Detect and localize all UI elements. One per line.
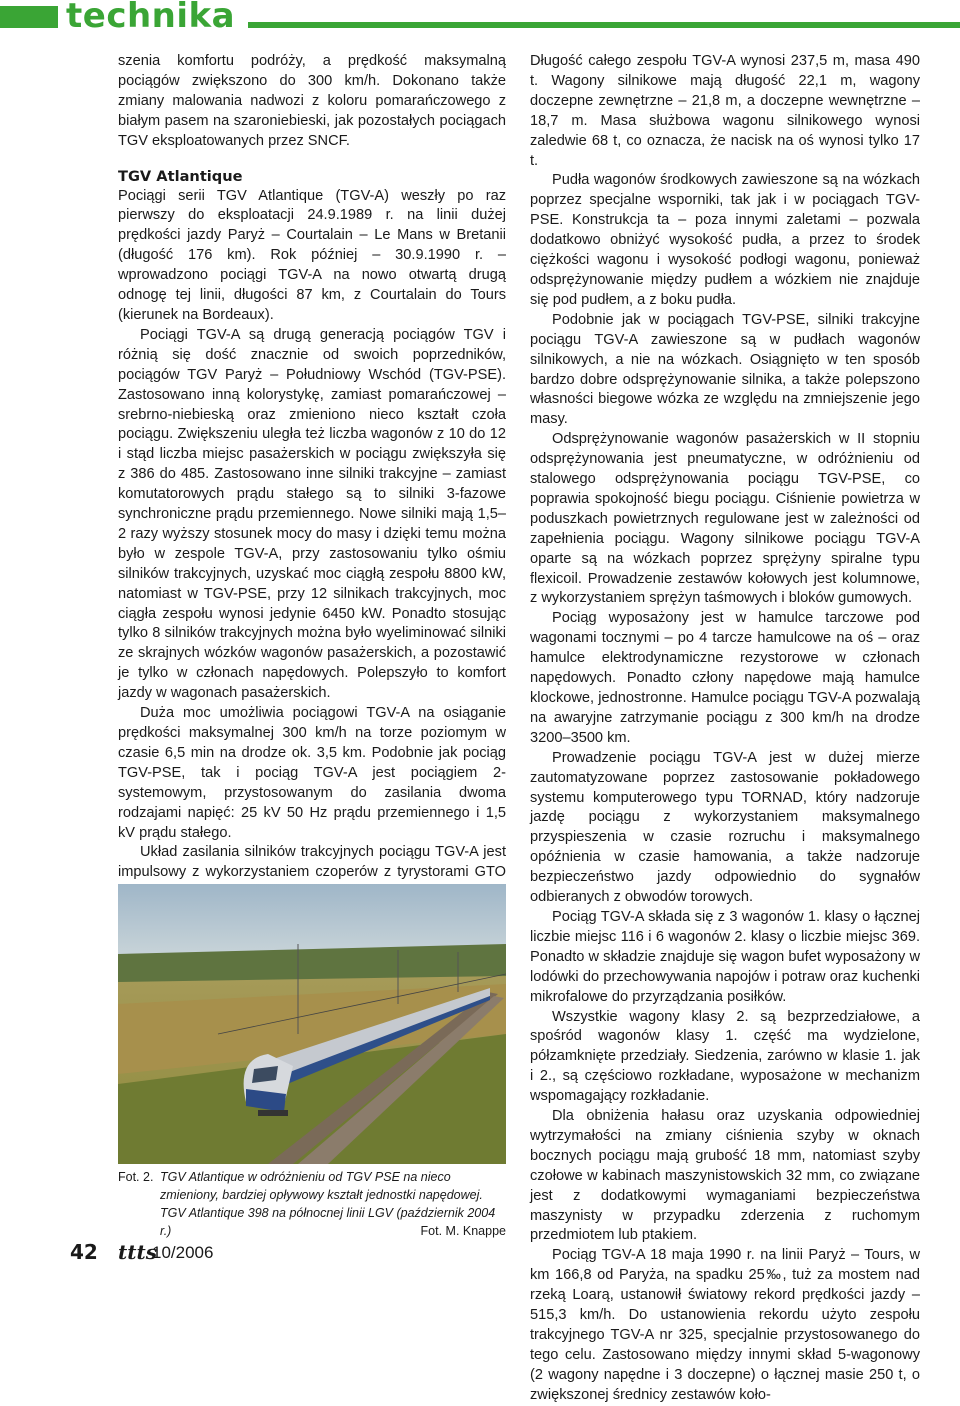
magazine-logo: ttts (118, 1240, 157, 1264)
paragraph: Odsprężynowanie wagonów pasażerskich w II stopniu odsprężynowania jest pneumatyczne, w odróżnieniu od stalowego odsprężynowania pociągu TGV-PSE, co poprawia spokojność biegu pociągu. Ciśnienie powietrza w poduszkach powietrznych regulowane jest w zależności od zapełnienia pociągu. Wagony silnikowe pociągu TGV-A oparte są na wózkach poprzez sprężyny spiralne typu flexicoil. Prowadzenie zestawów kołowych jest kolumnowe, z wykorzystaniem sprężyn taśmowych i bloków gumowych. (530, 431, 920, 607)
paragraph: Pociągi TGV-A są drugą generacją pociągów TGV i różnią się dość znacznie od swoich poprzedników, pociągów TGV Paryż – Południowy Wschód (TGV-PSE). Zastosowano inną kolorystykę, zamiast pomarańczowej – srebrno-niebieską oraz zmieniono nieco kształt czoła pociągu. Zwiększeniu uległa też liczba wagonów z 10 do 12 i stąd liczba miejsc pasażerskich w pociągu zwiększyła się z 386 do 485. Zastosowano inne silniki trakcyjne – zamiast komutatorowych prądu stałego są to silniki 3-fazowe synchroniczne prądu przemiennego. Nowe silniki mają 1,5–2 razy wyższy stosunek mocy do masy i dzięki temu można było w zespole TGV-A, przy zastosowaniu tylko ośmiu silników trakcyjnych, uzyskać moc ciągłą zespołu 8800 kW, natomiast w TGV-PSE, przy 12 silnikach trakcyjnych, moc ciągła zespołu wynosi jedynie 6450 kW. Ponadto stosując tylko 8 silników trakcyjnych można było wyeliminować silniki ze skrajnych wózków wagonów pasażerskich, a pozostawić je tylko w członach napędowych. Polepszyło to komfort jazdy w wagonach pasażerskich. (118, 326, 506, 702)
header-accent-block (0, 6, 58, 28)
paragraph: Dla obniżenia hałasu oraz uzyskania odpowiedniej wytrzymałości na zmiany ciśnienia szyby w oknach bocznych pociągu mają grubość 18 mm, natomiast szyby czołowe w kabinach maszynistowskich 32 mm, co związane jest z dodatkowymi wymaganiami bezpieczeństwa maszynisty w przypadku zderzenia z ruchomym przedmiotem lub ptakiem. (530, 1108, 920, 1244)
paragraph: Pociąg TGV-A 18 maja 1990 r. na linii Paryż – Tours, w km 166,8 od Paryża, na spadku 25‰, tuż za mostem nad rzeką Loarą, ustanowił światowy rekord prędkości jazdy – 515,3 km/h. Do ustanowienia rekordu użyto zespołu trakcyjnego TGV-A nr 325, specjalnie przystosowanego do tego celu. Zastosowano między innymi skład 5-wagonowy (2 wagony napędne i 3 doczepne) o łącznej masie 250 t, o zwiększonej średnicy zestawów koło- (530, 1247, 920, 1403)
paragraph: Pociąg TGV-A składa się z 3 wagonów 1. klasy o łącznej liczbie miejsc 116 i 6 wagonów 2. klasy o liczbie miejsc 369. Ponadto w składzie znajduje się wagon bufet wyposażony w lodówki do przechowywania napojów i potraw oraz kuchenki mikrofalowe do przyrządzania posiłków. (530, 908, 920, 1005)
header-accent-line (248, 22, 960, 28)
paragraph: Pudła wagonów środkowych zawieszone są na wózkach poprzez specjalne wsporniki, tak jak i w pociągach TGV-PSE. Konstrukcja ta – poza innymi zaletami – pozwala dodatkowo obniżyć wysokość pudła, a przez to środek ciężkości wagonu i wysokość podłogi wagonu, ponieważ odsprężynowanie między pudłem a wózkiem nie znajduje się pod pudłem, a z boku pudła. (530, 172, 920, 308)
train-photo-illustration (118, 884, 506, 1164)
issue-number: 10/2006 (152, 1243, 214, 1262)
paragraph: Duża moc umożliwia pociągowi TGV-A na osiąganie prędkości maksymalnej 300 km/h na torze poziomym w czasie 6,5 min na drodze ok. 3,5 km. Podobnie jak pociąg TGV-PSE, tak i pociąg TGV-A jest pociągiem 2-systemowym, przystosowanym do zasilania dwoma rodzajami napięć: 25 kV 50 Hz prądu przemiennego i 1,5 kV prądu stałego. (118, 705, 506, 841)
paragraph: Prowadzenie pociągu TGV-A jest w dużej mierze zautomatyzowane poprzez zastosowanie pokładowego systemu komputerowego typu TORNAD, który nadzoruje jazdę pociągu z wykorzystaniem maksymalnego przyspieszenia w czasie rozruchu i maksymalnego opóźnienia w czasie hamowania, a także nadzoruje bezpieczeństwo jazdy odpowiednio do sygnałów odbieranych z obwodów torowych. (530, 749, 920, 906)
figure-label: Fot. 2. (118, 1170, 154, 1184)
paragraph: Układ zasilania silników trakcyjnych pociągu TGV-A jest impulsowy z wykorzystaniem czoperów z tyrystorami GTO (118, 844, 506, 881)
left-column (118, 52, 506, 963)
paragraph: Podobnie jak w pociągach TGV-PSE, silniki trakcyjne pociągu TGV-A zawieszone są w pudłach wagonów silnikowych, a nie na wózkach. Osiągnięto w ten sposób bardzo dobre odsprężynowanie silnika, a także polepszono własności biegowe wózka ze względu na zmniejszenie jego masy. (530, 311, 920, 428)
photo-credit: Fot. M. Knappe (420, 1224, 506, 1238)
paragraph: Wszystkie wagony klasy 2. są bezprzedziałowe, a spośród wagonów klasy 1. część ma wydzielone, półzamknięte przedziały. Siedzenia, zarówno w klasie 1. jak i 2., są częściowo rozkładane, wyposażone w mechanizm wspomagający rozkładanie. (530, 1008, 920, 1105)
article-subheading: TGV Atlantique (118, 167, 243, 185)
figure-caption-text: TGV Atlantique w odróżnieniu od TGV PSE na nieco zmieniony, bardziej opływowy kształt jednostki napędowej. TGV Atlantique 398 na północnej linii LGV (październik 2004 r.) (160, 1170, 496, 1238)
paragraph: Długość całego zespołu TGV-A wynosi 237,5 m, masa 490 t. Wagony silnikowe mają długość 22,1 m, wagony doczepne zewnętrzne – 21,8 m, a doczepne wewnętrzne – 18,7 m. Masa służbowa wagonu silnikowego wynosi zaledwie 68 t, co oznacza, że nacisk na oś wynosi tylko 17 t. (530, 53, 920, 169)
right-column (530, 52, 920, 1406)
section-title: technika (66, 0, 236, 36)
paragraph: Pociąg wyposażony jest w hamulce tarczowe pod wagonami tocznymi – po 4 tarcze hamulcowe na oś – oraz hamulce elektrodynamiczne rezystorowe w członach napędowych. Ponadto człony napędowe mają hamulce klockowe, jednostronne. Hamulce pociągu TGV-A pozwalają na awaryjne zatrzymanie pociągu z 300 km/h na drodze 3200–3500 km. (530, 610, 920, 746)
paragraph: Pociągi serii TGV Atlantique (TGV-A) weszły po raz pierwszy do eksploatacji 24.9.1989 r. na linii dużej prędkości jazdy Paryż – Courtalain – Le Mans w Bretanii (długość 176 km). Rok później – 30.9.1990 r. – wprowadzono pociągi TGV-A na nowo otwartą drugą odnogę tej linii, długości 87 km, z Courtalain do Tours (kierunek na Bordeaux). (118, 187, 506, 323)
page-number: 42 (70, 1240, 98, 1264)
train-photo (118, 884, 506, 1164)
section-header (0, 0, 960, 34)
paragraph: szenia komfortu podróży, a prędkość maksymalną pociągów zwiększono do 300 km/h. Dokonano także zmiany malowania nadwozi z koloru pomarańczowego z białym pasem na szaroniebieski, jak pozostałych pociągach TGV eksploatowanych przez SNCF. (118, 53, 506, 149)
